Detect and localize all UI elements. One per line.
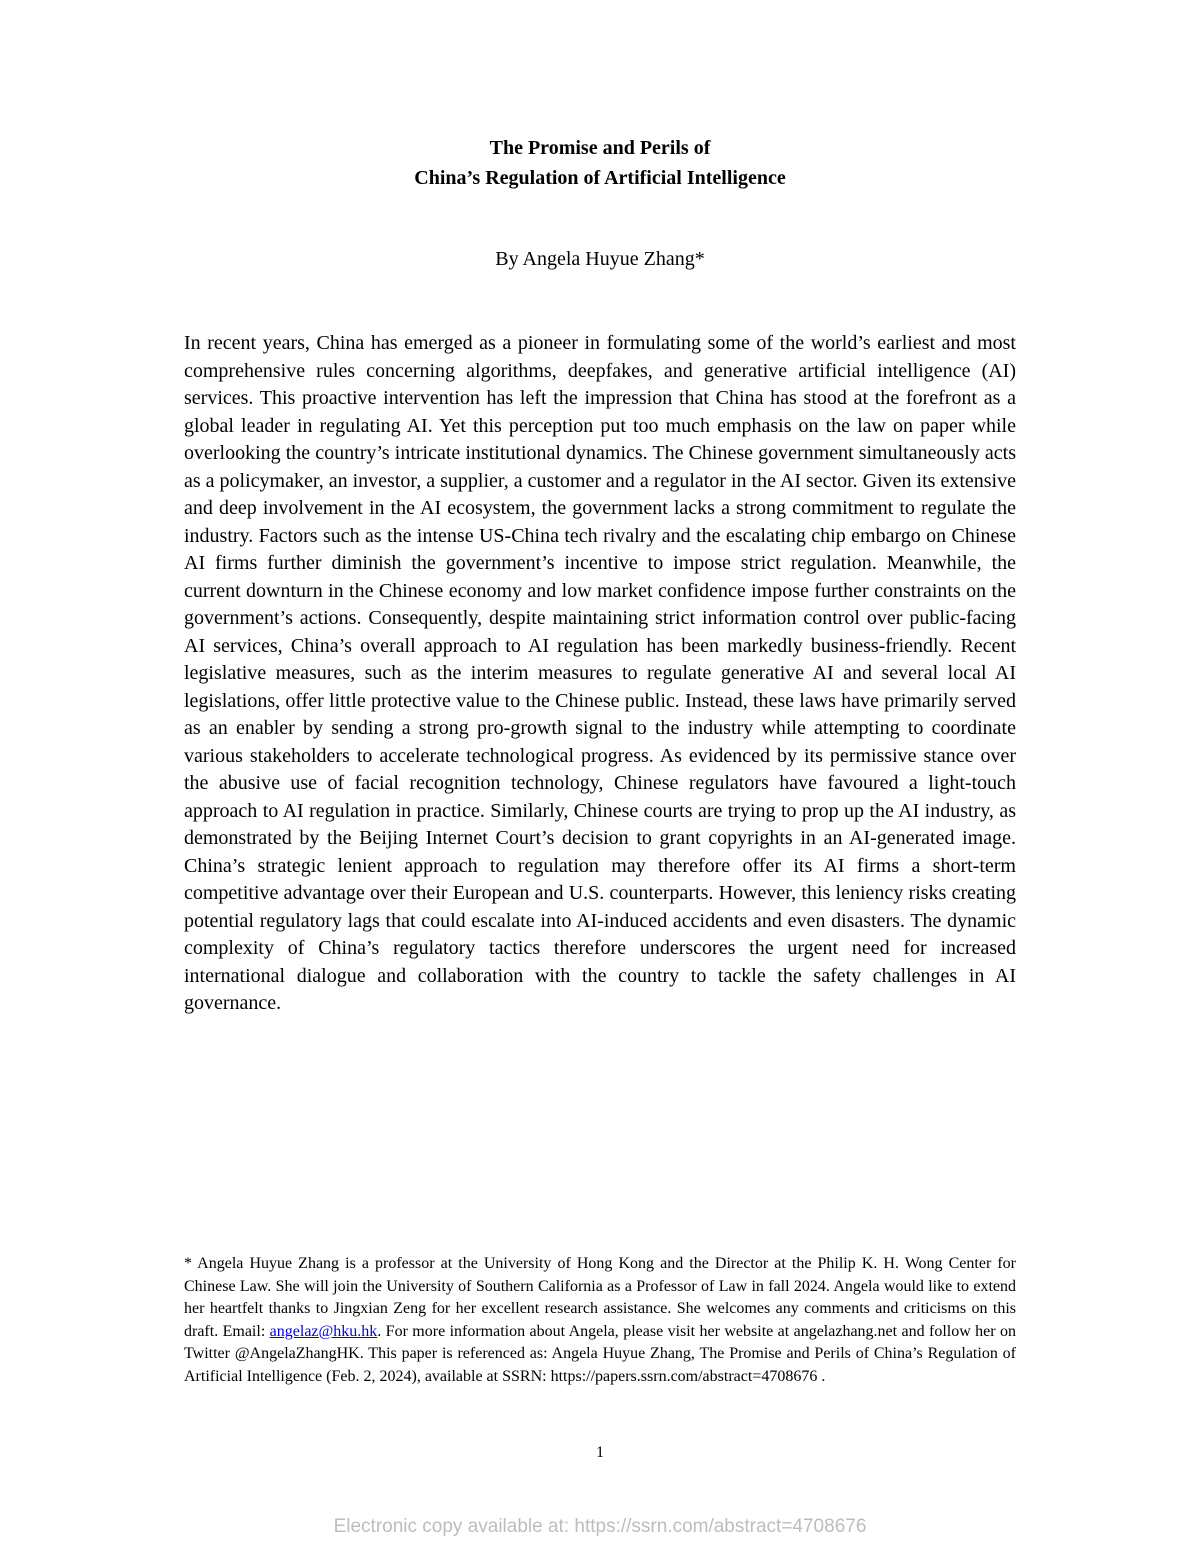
email-link[interactable]: angelaz@hku.hk	[269, 1322, 378, 1340]
paper-title-line-2: China’s Regulation of Artificial Intelligence	[414, 167, 786, 189]
abstract-paragraph: In recent years, China has emerged as a pioneer in formulating some of the world’s earliest and most comprehensive rules concerning algorithms, deepfakes, and generative artificial intelligence (AI) services. This proactive intervention has left the impression that China has stood at the forefront as a global leader in regulating AI. Yet this perception put too much emphasis on the law on paper while overlooking the country’s intricate institutional dynamics. The Chinese government simultaneously acts as a policymaker, an investor, a supplier, a customer and a regulator in the AI sector. Given its extensive and deep involvement in the AI ecosystem, the government lacks a strong commitment to regulate the industry. Factors such as the intense US-China tech rivalry and the escalating chip embargo on Chinese AI firms further diminish the government’s incentive to impose strict regulation. Meanwhile, the current downturn in the Chinese economy and low market confidence impose further constraints on the government’s actions. Consequently, despite maintaining strict information control over public-facing AI services, China’s overall approach to AI regulation has been markedly business-friendly. Recent legislative measures, such as the interim measures to regulate generative AI and several local AI legislations, offer little protective value to the Chinese public. Instead, these laws have primarily served as an enabler by sending a strong pro-growth signal to the industry while attempting to coordinate various stakeholders to accelerate technological progress. As evidenced by its permissive stance over the abusive use of facial recognition technology, Chinese regulators have favoured a light-touch approach to AI regulation in practice. Similarly, Chinese courts are trying to prop up the AI industry, as demonstrated by the Beijing Internet Court’s decision to grant copyrights in an AI-generated image. China’s strategic lenient approach to regulation may therefore offer its AI firms a short-term competitive advantage over their European and U.S. counterparts. However, this leniency risks creating potential regulatory lags that could escalate into AI-induced accidents and even disasters. The dynamic complexity of China’s regulatory tactics therefore underscores the urgent need for increased international dialogue and collaboration with the country to tackle the safety challenges in AI governance.	[184, 332, 1016, 1014]
paper-title	[0, 133, 1200, 193]
author-footnote	[184, 1253, 1016, 1388]
ssrn-watermark: Electronic copy available at: https://ssrn.com/abstract=4708676	[333, 1516, 867, 1537]
author-byline: By Angela Huyue Zhang*	[495, 248, 705, 270]
footnote-text-after-email: . For more information about Angela, please visit her website at angelazhang.net and follow her on Twitter @AngelaZhangHK. This paper is referenced as: Angela Huyue Zhang, The Promise and Perils of China’s Regulation of Artificial Intelligence (Feb. 2, 2024), available at SSRN: https://papers.ssrn.com/abstract=4708676 .	[184, 1322, 1017, 1385]
footnote-text-before-email: * Angela Huyue Zhang is a professor at the University of Hong Kong and the Director at the Philip K. H. Wong Center for Chinese Law. She will join the University of Southern California as a Professor of Law in fall 2024. Angela would like to extend her heartfelt thanks to Jingxian Zeng for her excellent research assistance. She welcomes any comments and criticisms on this draft. Email:	[184, 1255, 1016, 1340]
page-number: 1	[596, 1444, 604, 1461]
paper-title-line-1: The Promise and Perils of	[489, 137, 711, 159]
